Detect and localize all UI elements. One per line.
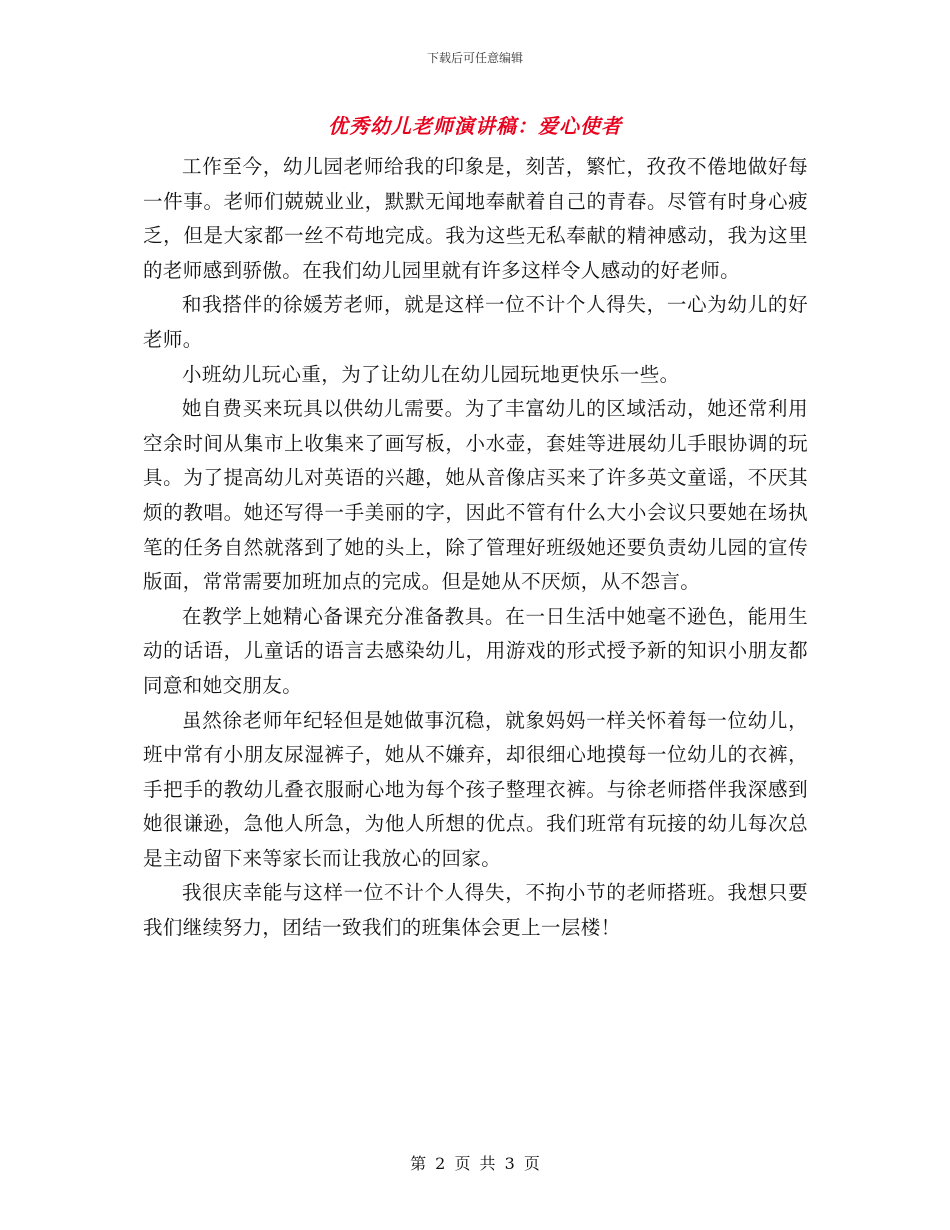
- paragraph-1: 工作至今，幼儿园老师给我的印象是，刻苦，繁忙，孜孜不倦地做好每一件事。老师们兢兢业业，默默无闻地奉献着自己的青春。尽管有时身心疲乏，但是大家都一丝不苟地完成。我为这些无私奉献的精神感动，我为这里的老师感到骄傲。在我们幼儿园里就有许多这样令人感动的好老师。: [143, 155, 808, 282]
- paragraph-5: 在教学上她精心备课充分准备教具。在一日生活中她毫不逊色，能用生动的话语，儿童话的语言去感染幼儿，用游戏的形式授予新的知识小朋友都同意和她交朋友。: [143, 604, 808, 697]
- page-header-note: 下载后可任意编辑: [426, 51, 523, 65]
- paragraph-6: 虽然徐老师年纪轻但是她做事沉稳，就象妈妈一样关怀着每一位幼儿，班中常有小朋友尿湿裤子，她从不嫌弃，却很细心地摸每一位幼儿的衣裤，手把手的教幼儿叠衣服耐心地为每个孩子整理衣裤。与徐老师搭伴我深感到她很谦逊，急他人所急，为他人所想的优点。我们班常有玩接的幼儿每次总是主动留下来等家长而让我放心的回家。: [143, 708, 808, 870]
- page-number-footer: 第 2 页 共 3 页: [410, 1154, 540, 1173]
- paragraph-4: 她自费买来玩具以供幼儿需要。为了丰富幼儿的区域活动，她还常利用空余时间从集市上收集来了画写板，小水壶，套娃等进展幼儿手眼协调的玩具。为了提高幼儿对英语的兴趣，她从音像店买来了许多英文童谣，不厌其烦的教唱。她还写得一手美丽的字，因此不管有什么大小会议只要她在场执笔的任务自然就落到了她的头上，除了管理好班级她还要负责幼儿园的宣传版面，常常需要加班加点的完成。但是她从不厌烦，从不怨言。: [143, 397, 808, 594]
- document-body: [143, 150, 808, 946]
- paragraph-2: 和我搭伴的徐媛芳老师，就是这样一位不计个人得失，一心为幼儿的好老师。: [143, 293, 808, 351]
- document-title: 优秀幼儿老师演讲稿：爱心使者: [328, 114, 622, 138]
- paragraph-7: 我很庆幸能与这样一位不计个人得失，不拘小节的老师搭班。我想只要我们继续努力，团结一致我们的班集体会更上一层楼！: [143, 881, 808, 940]
- paragraph-3: 小班幼儿玩心重，为了让幼儿在幼儿园玩地更快乐一些。: [182, 362, 680, 386]
